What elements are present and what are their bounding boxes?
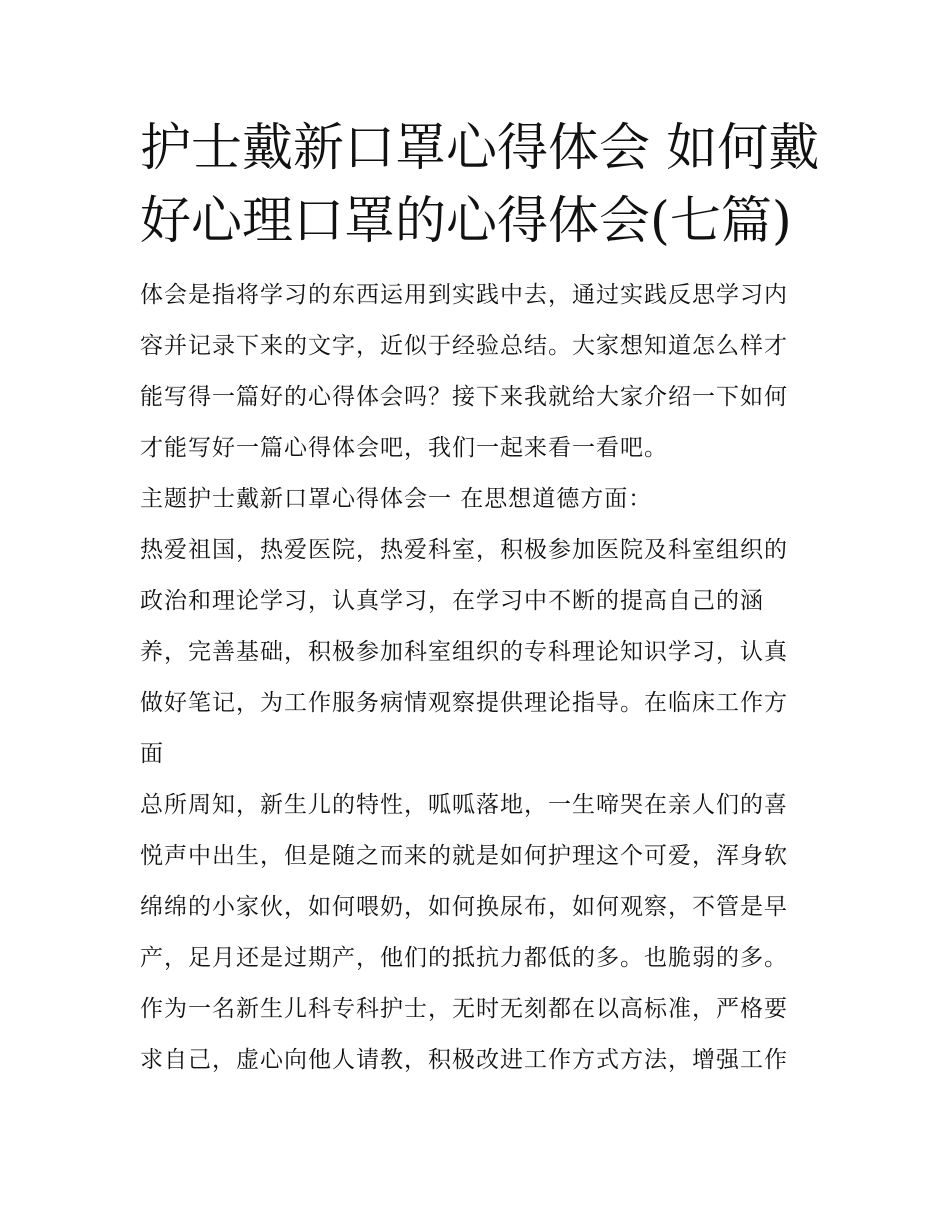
title-line-2: 好心理口罩的心得体会(七篇): [140, 192, 792, 251]
paragraph-line: 产，足月还是过期产，他们的抵抗力都低的多。也脆弱的多。: [140, 945, 788, 971]
title-line-1: 护士戴新口罩心得体会 如何戴: [140, 119, 820, 178]
paragraph-line: 能写得一篇好的心得体会吗？接下来我就给大家介绍一下如何: [140, 384, 788, 410]
paragraph-line: 养，完善基础，积极参加科室组织的专科理论知识学习，认真: [140, 639, 788, 665]
paragraph-line: 悦声中出生，但是随之而来的就是如何护理这个可爱，浑身软: [140, 843, 788, 869]
paragraph-line: 热爱祖国，热爱医院，热爱科室，积极参加医院及科室组织的: [140, 537, 788, 563]
paragraph-line: 容并记录下来的文字，近似于经验总结。大家想知道怎么样才: [140, 333, 788, 359]
paragraph-line: 求自己，虚心向他人请教，积极改进工作方式方法，增强工作: [140, 1047, 788, 1073]
paragraph-line: 体会是指将学习的东西运用到实践中去，通过实践反思学习内: [140, 282, 788, 308]
moral-paragraph: [140, 525, 812, 780]
paragraph-line: 绵绵的小家伙，如何喂奶，如何换尿布，如何观察，不管是早: [140, 894, 788, 920]
paragraph-line: 才能写好一篇心得体会吧，我们一起来看一看吧。: [140, 435, 668, 461]
paragraph-line: 政治和理论学习，认真学习，在学习中不断的提高自己的涵: [140, 588, 764, 614]
paragraph-line: 面: [140, 741, 164, 767]
paragraph-line: 主题护士戴新口罩心得体会一 在思想道德方面：: [140, 486, 653, 512]
paragraph-line: 作为一名新生儿科专科护士，无时无刻都在以高标准，严格要: [140, 996, 788, 1022]
document-body: [140, 112, 820, 1086]
document-title: [140, 112, 820, 258]
paragraph-line: 总所周知，新生儿的特性，呱呱落地，一生啼哭在亲人们的喜: [140, 792, 788, 818]
section-heading-paragraph: [140, 474, 812, 525]
paragraph-line: 做好笔记，为工作服务病情观察提供理论指导。在临床工作方: [140, 690, 788, 716]
intro-paragraph: [140, 270, 812, 474]
newborn-care-paragraph: [140, 780, 812, 1086]
